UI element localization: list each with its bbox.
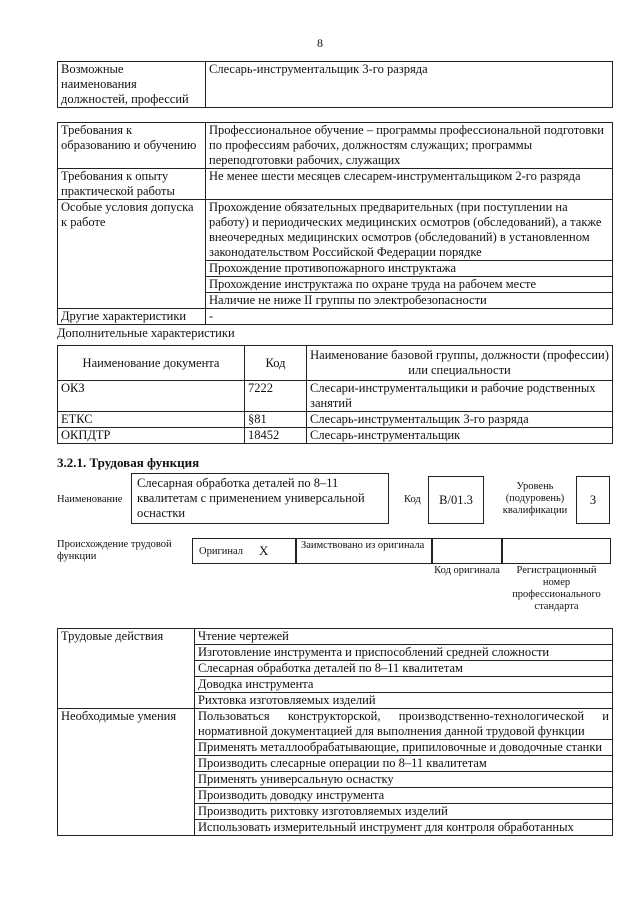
origin-label: Происхождение трудовой функции <box>57 539 172 562</box>
cell-doc: ЕТКС <box>58 412 245 428</box>
job-titles-table <box>57 61 613 108</box>
original-cell <box>192 538 296 564</box>
job-titles-value: Слесарь-инструментальщик 3-го разряда <box>206 62 613 108</box>
cell-code: 18452 <box>245 428 307 444</box>
cell-code: §81 <box>245 412 307 428</box>
table-row <box>58 428 613 444</box>
condition-item: Прохождение противопожарного инструктажа <box>206 261 613 277</box>
job-titles-label: Возможные наименования должностей, профессий <box>58 62 206 108</box>
cell-name: Слесарь-инструментальщик <box>307 428 613 444</box>
function-name-value: Слесарная обработка деталей по 8–11 квалитетам с применением универсальной оснастки <box>131 473 389 524</box>
skill-item: Использовать измерительный инструмент для контроля обработанных <box>195 820 613 836</box>
conditions-label: Особые условия допуска к работе <box>58 200 206 309</box>
page-number: 8 <box>317 36 323 50</box>
header-group: Наименование базовой группы, должности (профессии) или специальности <box>307 346 613 381</box>
header-code: Код <box>245 346 307 381</box>
skill-item: Производить рихтовку изготовляемых изделий <box>195 804 613 820</box>
experience-value: Не менее шести месяцев слесарем-инструментальщиком 2-го разряда <box>206 169 613 200</box>
table-row <box>58 412 613 428</box>
reg-number-label: Регистрационный номер профессионального стандарта <box>512 565 601 612</box>
table-row <box>58 381 613 412</box>
borrowed-label: Заимствовано из оригинала <box>301 540 425 551</box>
function-name-label: Наименование <box>57 494 123 505</box>
requirements-table <box>57 122 613 325</box>
skill-item: Пользоваться конструкторской, производственно-технологической и нормативной документацией для выполнения данной трудовой функции <box>195 709 613 740</box>
additional-table <box>57 345 613 444</box>
condition-item: Прохождение обязательных предварительных (при поступлении на работу) и периодических медицинских осмотров (обследований), а также внеочередных медицинских осмотров (обследований) в установленном законодательством Российской Федерации порядке <box>206 200 613 261</box>
condition-item: Наличие не ниже II группы по электробезопасности <box>206 293 613 309</box>
skill-item: Применять металлообрабатывающие, припиловочные и доводочные станки <box>195 740 613 756</box>
other-label: Другие характеристики <box>58 309 206 325</box>
borrowed-cell <box>296 538 432 564</box>
skills-label: Необходимые умения <box>58 709 195 836</box>
cell-doc: ОКПДТР <box>58 428 245 444</box>
reg-number-cell <box>502 538 611 564</box>
additional-caption: Дополнительные характеристики <box>57 326 235 340</box>
qualification-level-value: 3 <box>576 476 610 524</box>
original-mark: X <box>259 543 269 558</box>
condition-item: Прохождение инструктажа по охране труда на рабочем месте <box>206 277 613 293</box>
cell-doc: ОКЗ <box>58 381 245 412</box>
action-item: Рихтовка изготовляемых изделий <box>195 693 613 709</box>
other-value: - <box>206 309 613 325</box>
cell-name: Слесарь-инструментальщик 3-го разряда <box>307 412 613 428</box>
function-table <box>57 628 613 836</box>
qualification-level-label: Уровень (подуровень) квалификации <box>502 481 568 516</box>
cell-name: Слесари-инструментальщики и рабочие родственных занятий <box>307 381 613 412</box>
function-code-value: B/01.3 <box>428 476 484 524</box>
action-item: Чтение чертежей <box>195 629 613 645</box>
function-code-label: Код <box>404 494 421 505</box>
action-item: Слесарная обработка деталей по 8–11 квалитетам <box>195 661 613 677</box>
section-title: 3.2.1. Трудовая функция <box>57 455 200 470</box>
actions-label: Трудовые действия <box>58 629 195 709</box>
original-label: Оригинал <box>199 546 243 557</box>
education-value: Профессиональное обучение – программы профессиональной подготовки по профессиям рабочих, должностям служащих; программы переподготовки рабочих, служащих <box>206 123 613 169</box>
origin-code-cell <box>432 538 502 564</box>
skill-item: Производить слесарные операции по 8–11 квалитетам <box>195 756 613 772</box>
action-item: Доводка инструмента <box>195 677 613 693</box>
action-item: Изготовление инструмента и приспособлений средней сложности <box>195 645 613 661</box>
skill-item: Производить доводку инструмента <box>195 788 613 804</box>
header-doc: Наименование документа <box>58 346 245 381</box>
origin-code-label: Код оригинала <box>434 565 500 576</box>
skill-item: Применять универсальную оснастку <box>195 772 613 788</box>
experience-label: Требования к опыту практической работы <box>58 169 206 200</box>
cell-code: 7222 <box>245 381 307 412</box>
education-label: Требования к образованию и обучению <box>58 123 206 169</box>
